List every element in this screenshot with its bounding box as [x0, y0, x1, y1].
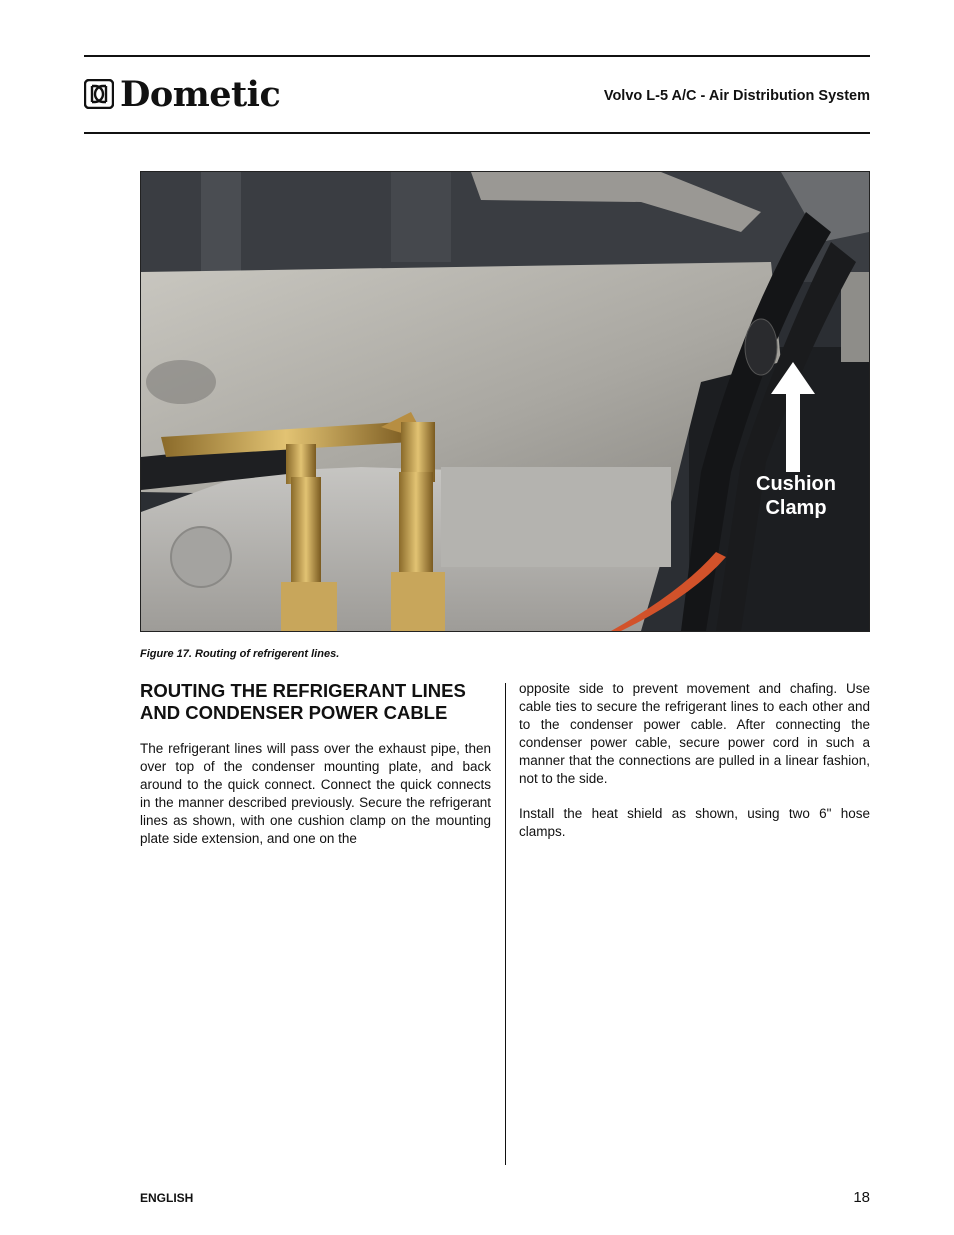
dometic-logo — [84, 73, 281, 115]
page-number: 18 — [853, 1189, 870, 1206]
refrigerant-lines-photo — [141, 172, 869, 631]
document-title: Volvo L-5 A/C - Air Distribution System — [603, 88, 870, 104]
header-top-rule — [84, 55, 870, 57]
figure-photo — [140, 171, 870, 632]
body-paragraph: The refrigerant lines will pass over the exhaust pipe, then over top of the condenser mounting plate, and back around to the quick connect. Connect the quick connects in the manner described previously. Secure the refrigerant lines as shown, with one cushion clamp on the mounting plate side extension, and one on the — [140, 741, 491, 846]
right-column — [519, 680, 870, 858]
left-column — [140, 680, 491, 865]
dometic-logo-icon — [84, 79, 114, 109]
header-bottom-rule — [84, 132, 870, 134]
footer-language: ENGLISH — [140, 1191, 194, 1205]
brand-wordmark: Dometic — [120, 73, 281, 115]
column-divider — [505, 683, 506, 1165]
body-paragraph: Install the heat shield as shown, using two 6" hose clamps. — [519, 806, 870, 839]
body-paragraph-continued: opposite side to prevent movement and chafing. Use cable ties to secure the refrigerant lines to each other and to the condenser power cable. After connecting the condenser power cable, secure power cord in such a manner that the connections are pulled in a linear fashion, not to the side. — [519, 681, 870, 786]
figure-label-line1: Cushion — [756, 473, 836, 495]
figure-label-line2: Clamp — [765, 497, 827, 519]
section-heading: ROUTING THE REFRIGERANT LINES AND CONDENSER POWER CABLE — [140, 680, 466, 723]
figure-caption: Figure 17. Routing of refrigerent lines. — [140, 648, 340, 660]
